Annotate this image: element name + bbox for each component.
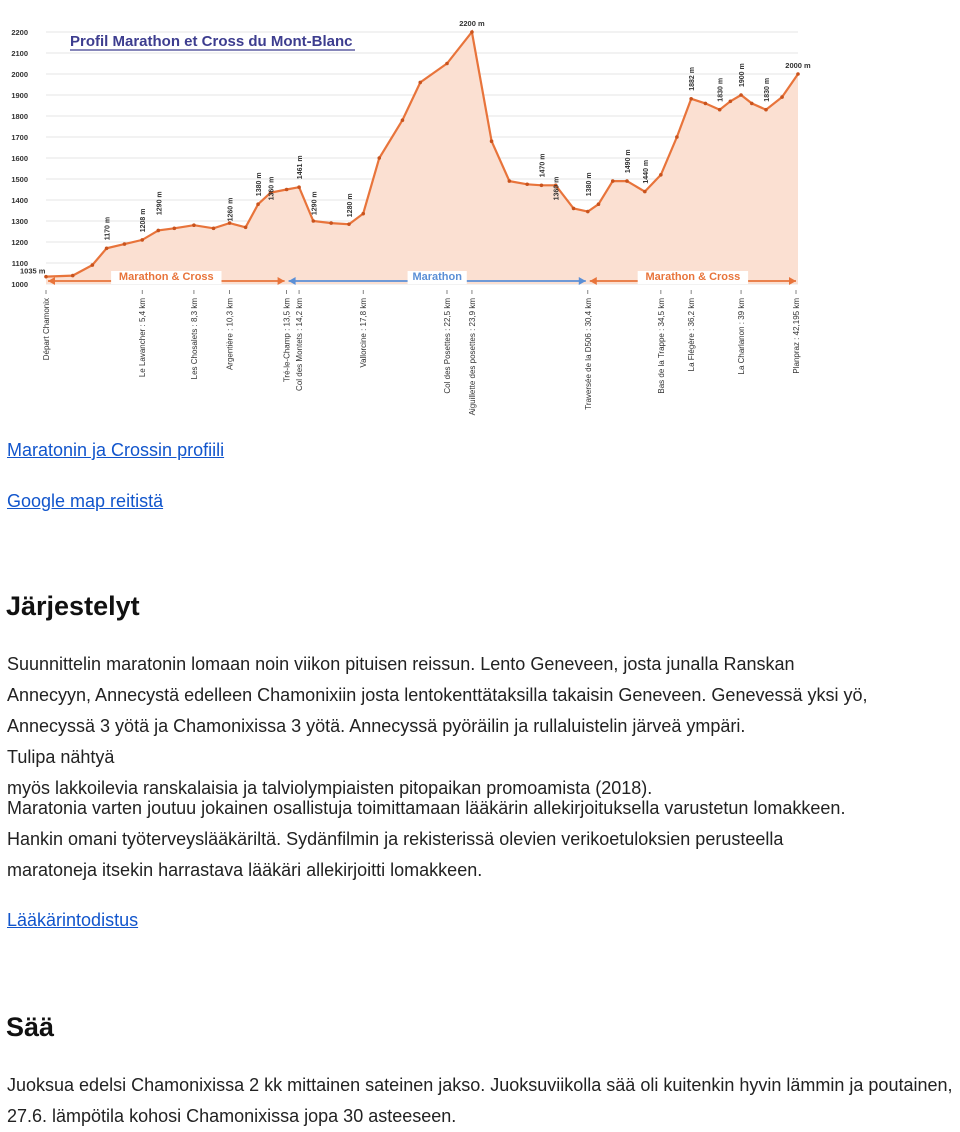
text-line	[7, 742, 957, 773]
route-segments	[48, 271, 796, 285]
elevation-label: 2000 m	[785, 61, 811, 70]
medical-certificate-link[interactable]: Lääkärintodistus	[7, 910, 139, 930]
waypoint-label: Planpraz : 42,195 km	[792, 298, 801, 374]
y-tick-label: 1700	[11, 133, 28, 142]
elevation-label: 1035 m	[20, 266, 46, 276]
waypoint-label: Col des Montets : 14,2 km	[295, 298, 305, 391]
google-map-link[interactable]: Google map reitistä	[7, 491, 164, 511]
elevation-point	[643, 190, 647, 194]
text-line: Hankin omani työterveyslääkäriltä. Sydänfilmin ja rekisterissä olevien verikoetuloksien perusteella	[7, 829, 784, 849]
elevation-point	[729, 100, 733, 104]
elevation-point	[401, 118, 405, 122]
waypoint-label: La Charlanon : 39 km	[737, 298, 747, 375]
elevation-label: 1882 m	[689, 67, 697, 91]
elevation-point	[611, 179, 615, 183]
elevation-point	[572, 207, 576, 211]
elevation-point	[796, 72, 800, 76]
text-line: myös lakkoilevia ranskalaisia ja talviolympiaisten pitopaikan promoamista (2018).	[7, 778, 653, 798]
elevation-point	[659, 173, 663, 177]
text-line: Annecyyn, Annecystä edelleen Chamonixiin josta lentokenttätaksilla takaisin Geneveen. Genevessä yksi yö,	[7, 685, 868, 705]
elevation-point	[244, 226, 248, 230]
text-line: Juoksua edelsi Chamonixissa 2 kk mittainen sateinen jakso. Juoksuviikolla sää oli kuitenkin hyvin lämmin ja poutainen, 27.6. lämpötila kohosi Chamonixissa jopa 30 asteeseen.	[7, 1075, 953, 1126]
elevation-label: 1461 m	[297, 155, 305, 180]
elevation-label: 1380 m	[256, 172, 264, 197]
elevation-point	[764, 108, 768, 112]
elevation-label: 1490 m	[625, 149, 632, 174]
elevation-label: 1830 m	[717, 77, 725, 102]
elevation-point	[780, 95, 784, 99]
elevation-point	[71, 274, 75, 278]
elevation-point	[597, 202, 601, 206]
y-tick-label: 1000	[11, 280, 28, 289]
waypoint-label: Col des Posettes : 22,5 km	[443, 298, 452, 394]
waypoint-label: Aiguillette des posettes : 23,9 km	[467, 298, 477, 416]
elevation-point	[490, 139, 494, 143]
elevation-point	[192, 223, 196, 227]
segment-label: Marathon	[412, 271, 462, 283]
text-line	[7, 711, 957, 742]
elevation-point	[470, 30, 474, 34]
arrangements-paragraph-2	[7, 793, 957, 886]
elevation-point	[173, 227, 177, 231]
waypoint-label: Les Chosalets : 8,3 km	[189, 298, 199, 380]
waypoint-label: Traversée de la D506 : 30,4 km	[583, 298, 593, 410]
y-tick-label: 1500	[11, 175, 28, 184]
elevation-label: 1290 m	[156, 191, 164, 216]
elevation-point	[704, 102, 708, 106]
elevation-label: 1290 m	[311, 191, 319, 216]
text-line: Maratonia varten joutuu jokainen osallistuja toimittamaan lääkärin allekirjoituksella varustetun lomakkeen.	[7, 798, 846, 818]
y-tick-label: 1800	[11, 112, 28, 121]
elevation-point	[508, 179, 512, 183]
elevation-label: 1440 m	[642, 159, 650, 184]
elevation-point	[625, 179, 629, 183]
elevation-point	[675, 135, 679, 139]
elevation-label: 1360 m	[268, 176, 276, 201]
y-tick-label: 1600	[11, 154, 28, 163]
text-fragment: Tulipa nähtyä	[7, 747, 115, 767]
waypoint-label: Vallorcine : 17,8 km	[359, 298, 369, 368]
profile-link[interactable]: Maratonin ja Crossin profiili	[7, 440, 225, 460]
elevation-label: 1470 m	[539, 153, 547, 178]
elevation-label: 1380 m	[585, 172, 593, 197]
elevation-point	[156, 229, 160, 233]
waypoint-label: Le Lavancher : 5,4 km	[138, 298, 148, 378]
elevation-label: 1170 m	[104, 216, 112, 241]
chart-title: Profil Marathon et Cross du Mont-Blanc	[70, 33, 353, 50]
elevation-point	[377, 156, 381, 160]
segment-label: Marathon & Cross	[645, 271, 741, 283]
y-tick-label: 2200	[11, 28, 28, 37]
elevation-label: 2200 m	[459, 19, 485, 28]
text-fragment: Annecyssä 3 yötä ja Chamonixissa 3 yötä.	[7, 716, 346, 736]
text-fragment: Annecyssä pyöräilin ja rullaluistelin järveä ympäri.	[345, 716, 746, 736]
elevation-point	[329, 221, 333, 225]
waypoint-label: Argentière : 10,3 km	[225, 298, 235, 371]
weather-heading: Sää	[6, 1012, 55, 1042]
elevation-point	[689, 97, 693, 101]
elevation-point	[285, 188, 289, 192]
elevation-point	[297, 185, 301, 189]
elevation-point	[256, 202, 260, 206]
y-tick-label: 2000	[11, 70, 28, 79]
elevation-point	[739, 93, 743, 97]
elevation-point	[347, 222, 351, 226]
y-tick-label: 1100	[11, 259, 28, 268]
waypoint-label: Départ Chamonix	[42, 298, 51, 361]
elevation-profile-chart	[8, 2, 811, 416]
y-tick-label: 1300	[11, 217, 28, 226]
y-tick-label: 1900	[11, 91, 28, 100]
elevation-label: 1208 m	[140, 208, 148, 233]
waypoint-label: Bas de la Trappe : 34,5 km	[656, 298, 666, 394]
y-tick-label: 1200	[11, 238, 28, 247]
elevation-point	[105, 247, 109, 251]
waypoint-label: Tré-le-Champ : 13,5 km	[282, 298, 292, 383]
weather-paragraph	[7, 1070, 957, 1132]
elevation-point	[312, 219, 316, 223]
elevation-point	[540, 184, 544, 188]
elevation-point	[525, 182, 529, 186]
y-tick-label: 1400	[11, 196, 28, 205]
waypoint-label: La Flégère : 36,2 km	[687, 298, 697, 372]
elevation-label: 1360 m	[553, 176, 561, 201]
text-line: Suunnittelin maratonin lomaan noin viikon pituisen reissun. Lento Geneveen, josta junalla Ranskan	[7, 654, 795, 674]
arrangements-paragraph-1	[7, 649, 957, 804]
y-tick-label: 2100	[11, 49, 28, 58]
elevation-point	[418, 81, 422, 85]
elevation-point	[718, 108, 722, 112]
elevation-point	[445, 62, 449, 66]
elevation-point	[586, 210, 590, 214]
elevation-point	[212, 227, 216, 231]
text-line: maratoneja itsekin harrastava lääkäri allekirjoitti lomakkeen.	[7, 860, 483, 880]
elevation-point	[123, 242, 127, 246]
elevation-point	[91, 263, 95, 267]
arrangements-heading: Järjestelyt	[6, 591, 140, 621]
segment-label: Marathon & Cross	[118, 271, 214, 283]
elevation-label: 1900 m	[739, 63, 747, 87]
elevation-point	[361, 212, 365, 216]
elevation-point	[140, 238, 144, 242]
elevation-label: 1280 m	[347, 193, 354, 218]
elevation-label: 1830 m	[764, 77, 771, 102]
elevation-point	[750, 102, 754, 106]
elevation-label: 1260 m	[227, 197, 235, 222]
